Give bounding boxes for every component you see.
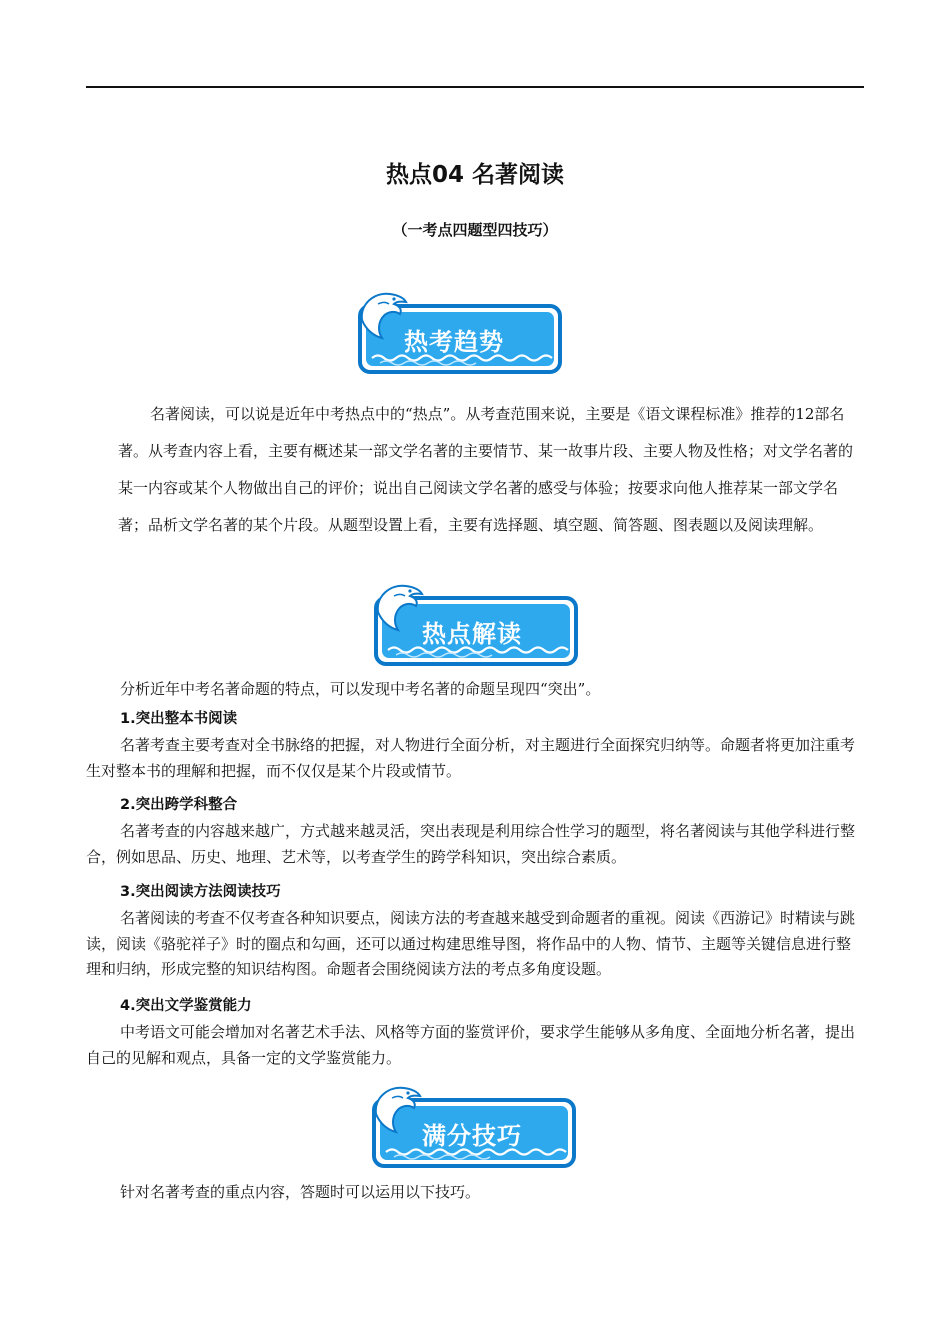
point-heading: 2.突出跨学科整合 xyxy=(120,797,238,813)
skills-intro: 针对名著考查的重点内容，答题时可以运用以下技巧。 xyxy=(120,1183,481,1201)
badge-label: 满分技巧 xyxy=(422,1122,522,1150)
page-title: 热点04 名著阅读 xyxy=(385,162,564,188)
intro-paragraph: 名著阅读，可以说是近年中考热点中的“热点”。从考查范围来说，主要是《语文课程标准》推荐的12部名著。从考查内容上看，主要有概述某一部文学名著的主要情节、某一故事片段、主要人物及性格；对文学名著的某一内容或某个人物做出自己的评价；说出自己阅读文学名著的感受与体验；按要求向他人推荐某一部文学名著；品析文学名著的某个片段。从题型设置上看，主要有选择题、填空题、简答题、图表题以及阅读理解。 xyxy=(118,405,854,534)
point-heading: 1.突出整本书阅读 xyxy=(120,711,238,727)
point-text: 中考语文可能会增加对名著艺术手法、风格等方面的鉴赏评价，要求学生能够从多角度、全面地分析名著，提出自己的见解和观点，具备一定的文学鉴赏能力。 xyxy=(86,1023,856,1067)
page-subtitle: （一考点四题型四技巧） xyxy=(392,221,558,239)
hot-interpret-badge xyxy=(372,582,582,668)
hot-trend-badge xyxy=(356,290,566,376)
analysis-intro: 分析近年中考名著命题的特点，可以发现中考名著的命题呈现四“突出”。 xyxy=(120,680,601,698)
point-text: 名著阅读的考查不仅考查各种知识要点，阅读方法的考查越来越受到命题者的重视。阅读《西游记》时精读与跳读，阅读《骆驼祥子》时的圈点和勾画，还可以通过构建思维导图，将作品中的人物、情节、主题等关键信息进行整理和归纳，形成完整的知识结构图。命题者会围绕阅读方法的考点多角度设题。 xyxy=(86,909,856,978)
full-score-skills-badge xyxy=(370,1084,580,1170)
point-heading: 4.突出文学鉴赏能力 xyxy=(120,998,252,1014)
badge-label: 热点解读 xyxy=(422,620,522,648)
point-text: 名著考查的内容越来越广，方式越来越灵活，突出表现是利用综合性学习的题型，将名著阅读与其他学科进行整合，例如思品、历史、地理、艺术等，以考查学生的跨学科知识，突出综合素质。 xyxy=(86,822,856,866)
point-heading: 3.突出阅读方法阅读技巧 xyxy=(120,884,281,900)
badge-label: 热考趋势 xyxy=(404,328,504,356)
header-rule xyxy=(86,86,864,88)
point-text: 名著考查主要考查对全书脉络的把握，对人物进行全面分析，对主题进行全面探究归纳等。命题者将更加注重考生对整本书的理解和把握，而不仅仅是某个片段或情节。 xyxy=(86,736,856,780)
